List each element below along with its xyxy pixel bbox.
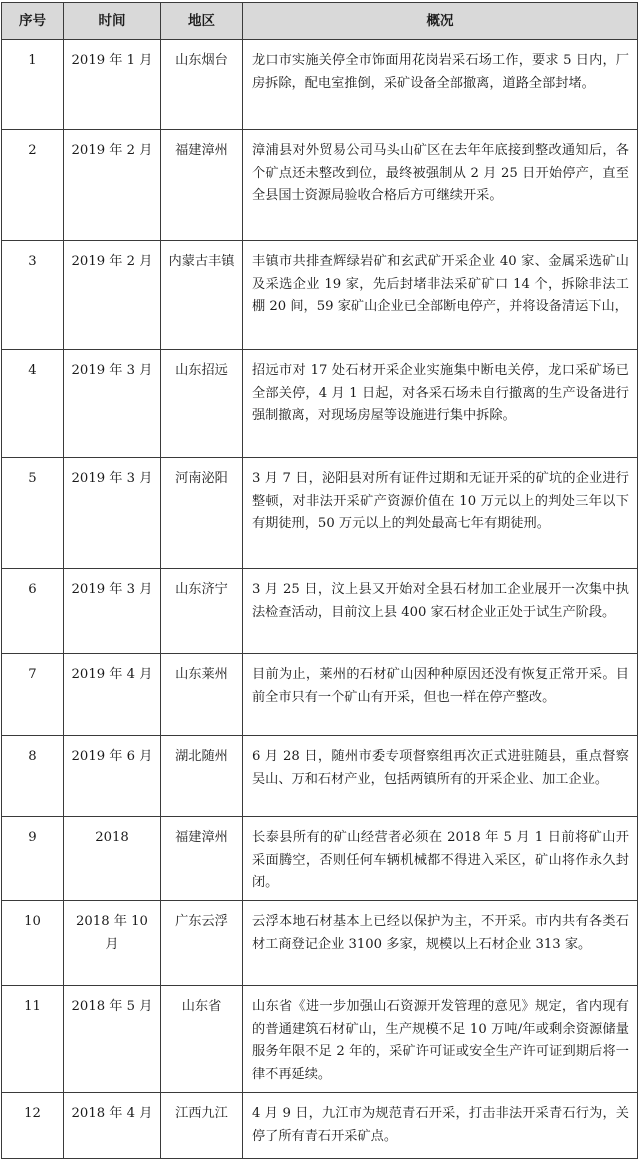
- table-row: [2, 817, 638, 901]
- row-summary: 3 月 7 日，泌阳县对所有证件过期和无证开采的矿坑的企业进行整顿，对非法开采矿产资源价值在 10 万元以上的判处三年以下有期徒刑，50 万元以上的判处最高七年有期徒刑。: [243, 458, 638, 569]
- row-region: 福建漳州: [161, 817, 243, 901]
- row-time: 2019 年 3 月: [64, 569, 161, 654]
- row-region: 江西九江: [161, 1093, 243, 1159]
- row-region: 河南泌阳: [161, 458, 243, 569]
- row-time: 2019 年 3 月: [64, 350, 161, 458]
- row-time: 2019 年 2 月: [64, 241, 161, 350]
- row-index: 10: [2, 901, 64, 986]
- header-summary: 概况: [243, 3, 638, 40]
- row-time: 2019 年 3 月: [64, 458, 161, 569]
- table-row: [2, 569, 638, 654]
- table-row: [2, 1093, 638, 1159]
- row-index: 4: [2, 350, 64, 458]
- row-index: 7: [2, 654, 64, 736]
- table-row: [2, 986, 638, 1093]
- row-summary: 漳浦县对外贸易公司马头山矿区在去年年底接到整改通知后，各个矿点还未整改到位，最终被强制从 2 月 25 日开始停产，直至全县国士资源局验收合格后方可继续开采。: [243, 130, 638, 241]
- row-time: 2019 年 6 月: [64, 736, 161, 817]
- header-index: 序号: [2, 3, 64, 40]
- row-region: 山东烟台: [161, 40, 243, 130]
- row-time: 2019 年 1 月: [64, 40, 161, 130]
- row-index: 2: [2, 130, 64, 241]
- row-region: 山东招远: [161, 350, 243, 458]
- row-summary: 长泰县所有的矿山经营者必须在 2018 年 5 月 1 日前将矿山开采面腾空，否则任何车辆机械都不得进入采区，矿山将作永久封闭。: [243, 817, 638, 901]
- row-time: 2018 年 4 月: [64, 1093, 161, 1159]
- row-index: 3: [2, 241, 64, 350]
- row-time: 2018: [64, 817, 161, 901]
- row-index: 5: [2, 458, 64, 569]
- table-row: [2, 130, 638, 241]
- row-summary: 3 月 25 日，汶上县又开始对全县石材加工企业展开一次集中执法检查活动，目前汶上县 400 家石材企业正处于试生产阶段。: [243, 569, 638, 654]
- row-summary: 4 月 9 日，九江市为规范青石开采，打击非法开采青石行为，关停了所有青石开采矿点。: [243, 1093, 638, 1159]
- table-row: [2, 241, 638, 350]
- row-index: 1: [2, 40, 64, 130]
- row-time: 2018 年 5 月: [64, 986, 161, 1093]
- row-region: 山东省: [161, 986, 243, 1093]
- row-summary: 6 月 28 日，随州市委专项督察组再次正式进驻随县，重点督察吴山、万和石材产业，包括两镇所有的开采企业、加工企业。: [243, 736, 638, 817]
- row-time: 2018 年 10 月: [64, 901, 161, 986]
- row-index: 8: [2, 736, 64, 817]
- row-index: 12: [2, 1093, 64, 1159]
- row-summary: 目前为止，莱州的石材矿山因种种原因还没有恢复正常开采。目前全市只有一个矿山有开采，但也一样在停产整改。: [243, 654, 638, 736]
- table-row: [2, 736, 638, 817]
- row-summary: 云浮本地石材基本上已经以保护为主，不开采。市内共有各类石材工商登记企业 3100 多家，规模以上石材企业 313 家。: [243, 901, 638, 986]
- row-region: 湖北随州: [161, 736, 243, 817]
- mining-policy-table: [1, 2, 638, 1159]
- row-summary: 招远市对 17 处石材开采企业实施集中断电关停，龙口采矿场已全部关停，4 月 1 日起，对各采石场未自行撤离的生产设备进行强制撤离，对现场房屋等设施进行集中拆除。: [243, 350, 638, 458]
- row-region: 内蒙古丰镇: [161, 241, 243, 350]
- table-row: [2, 350, 638, 458]
- row-index: 11: [2, 986, 64, 1093]
- row-index: 6: [2, 569, 64, 654]
- row-region: 广东云浮: [161, 901, 243, 986]
- header-row: [2, 3, 638, 40]
- row-summary: 山东省《进一步加强山石资源开发管理的意见》规定，省内现有的普通建筑石材矿山，生产规模不足 10 万吨/年或剩余资源储量服务年限不足 2 年的，采矿许可证或安全生产许可证到期后将一律不再延续。: [243, 986, 638, 1093]
- row-summary: 龙口市实施关停全市饰面用花岗岩采石场工作，要求 5 日内，厂房拆除，配电室推倒，采矿设备全部撤离，道路全部封堵。: [243, 40, 638, 130]
- row-region: 山东莱州: [161, 654, 243, 736]
- row-region: 山东济宁: [161, 569, 243, 654]
- row-time: 2019 年 4 月: [64, 654, 161, 736]
- table-row: [2, 654, 638, 736]
- row-index: 9: [2, 817, 64, 901]
- row-summary: 丰镇市共排查辉绿岩矿和玄武矿开采企业 40 家、金属采选矿山及采选企业 19 家，先后封堵非法采矿矿口 14 个，拆除非法工棚 20 间，59 家矿山企业已全部断电停产，并将设备清运下山，: [243, 241, 638, 350]
- header-time: 时间: [64, 3, 161, 40]
- table-row: [2, 458, 638, 569]
- row-time: 2019 年 2 月: [64, 130, 161, 241]
- table-row: [2, 40, 638, 130]
- table-row: [2, 901, 638, 986]
- row-region: 福建漳州: [161, 130, 243, 241]
- header-region: 地区: [161, 3, 243, 40]
